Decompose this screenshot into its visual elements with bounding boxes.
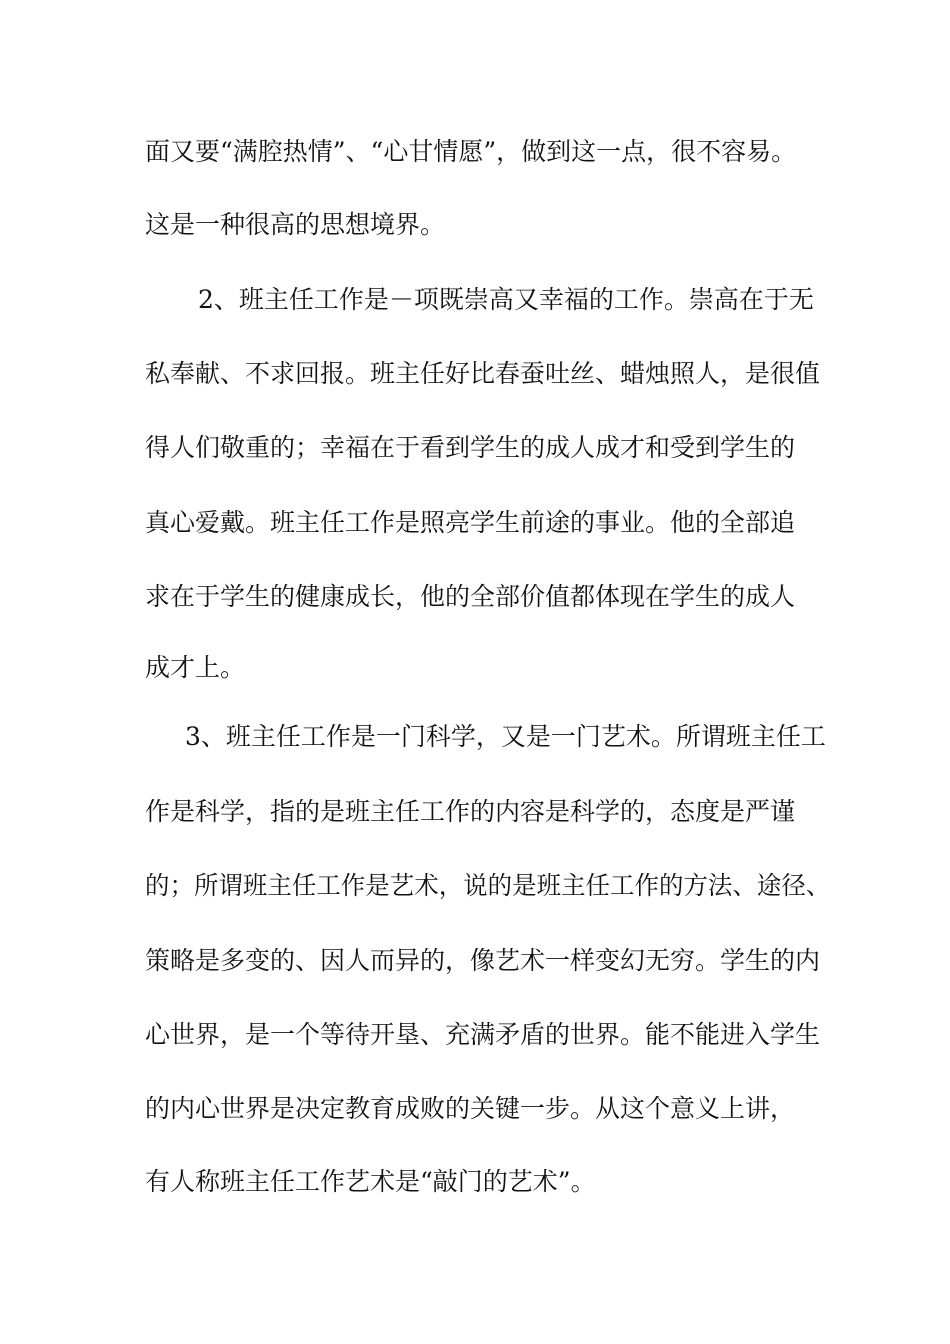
text-line: 作是科学，指的是班主任工作的内容是科学的，态度是严谨: [145, 797, 796, 826]
text-line: 策略是多变的、因人而异的，像艺术一样变幻无穷。学生的内: [145, 946, 821, 975]
text-line: 求在于学生的健康成长，他的全部价值都体现在学生的成人: [145, 582, 796, 611]
paragraph-2-first-line: 2、班主任工作是－项既崇高又幸福的工作。崇高在于无: [198, 285, 814, 314]
paragraph-3-first-line: 3、班主任工作是一门科学，又是一门艺术。所谓班主任工: [185, 722, 826, 751]
text-line: 的内心世界是决定教育成败的关键一步。从这个意义上讲，: [145, 1094, 796, 1123]
text-line: 真心爱戴。班主任工作是照亮学生前途的事业。他的全部追: [145, 508, 796, 537]
text-line: 得人们敬重的；幸福在于看到学生的成人成才和受到学生的: [145, 433, 796, 462]
text-line: 心世界，是一个等待开垦、充满矛盾的世界。能不能进入学生: [145, 1020, 821, 1049]
text-line: 面又要“满腔热情”、“心甘情愿”，做到这一点，很不容易。: [145, 137, 797, 166]
text-line: 这是一种很高的思想境界。: [145, 210, 446, 239]
text-line: 成才上。: [145, 653, 246, 682]
text-line: 有人称班主任工作艺术是“敲门的艺术”。: [145, 1167, 596, 1196]
text-line: 私奉献、不求回报。班主任好比春蚕吐丝、蜡烛照人，是很值: [145, 359, 821, 388]
text-line: 的；所谓班主任工作是艺术，说的是班主任工作的方法、途径、: [145, 871, 831, 900]
